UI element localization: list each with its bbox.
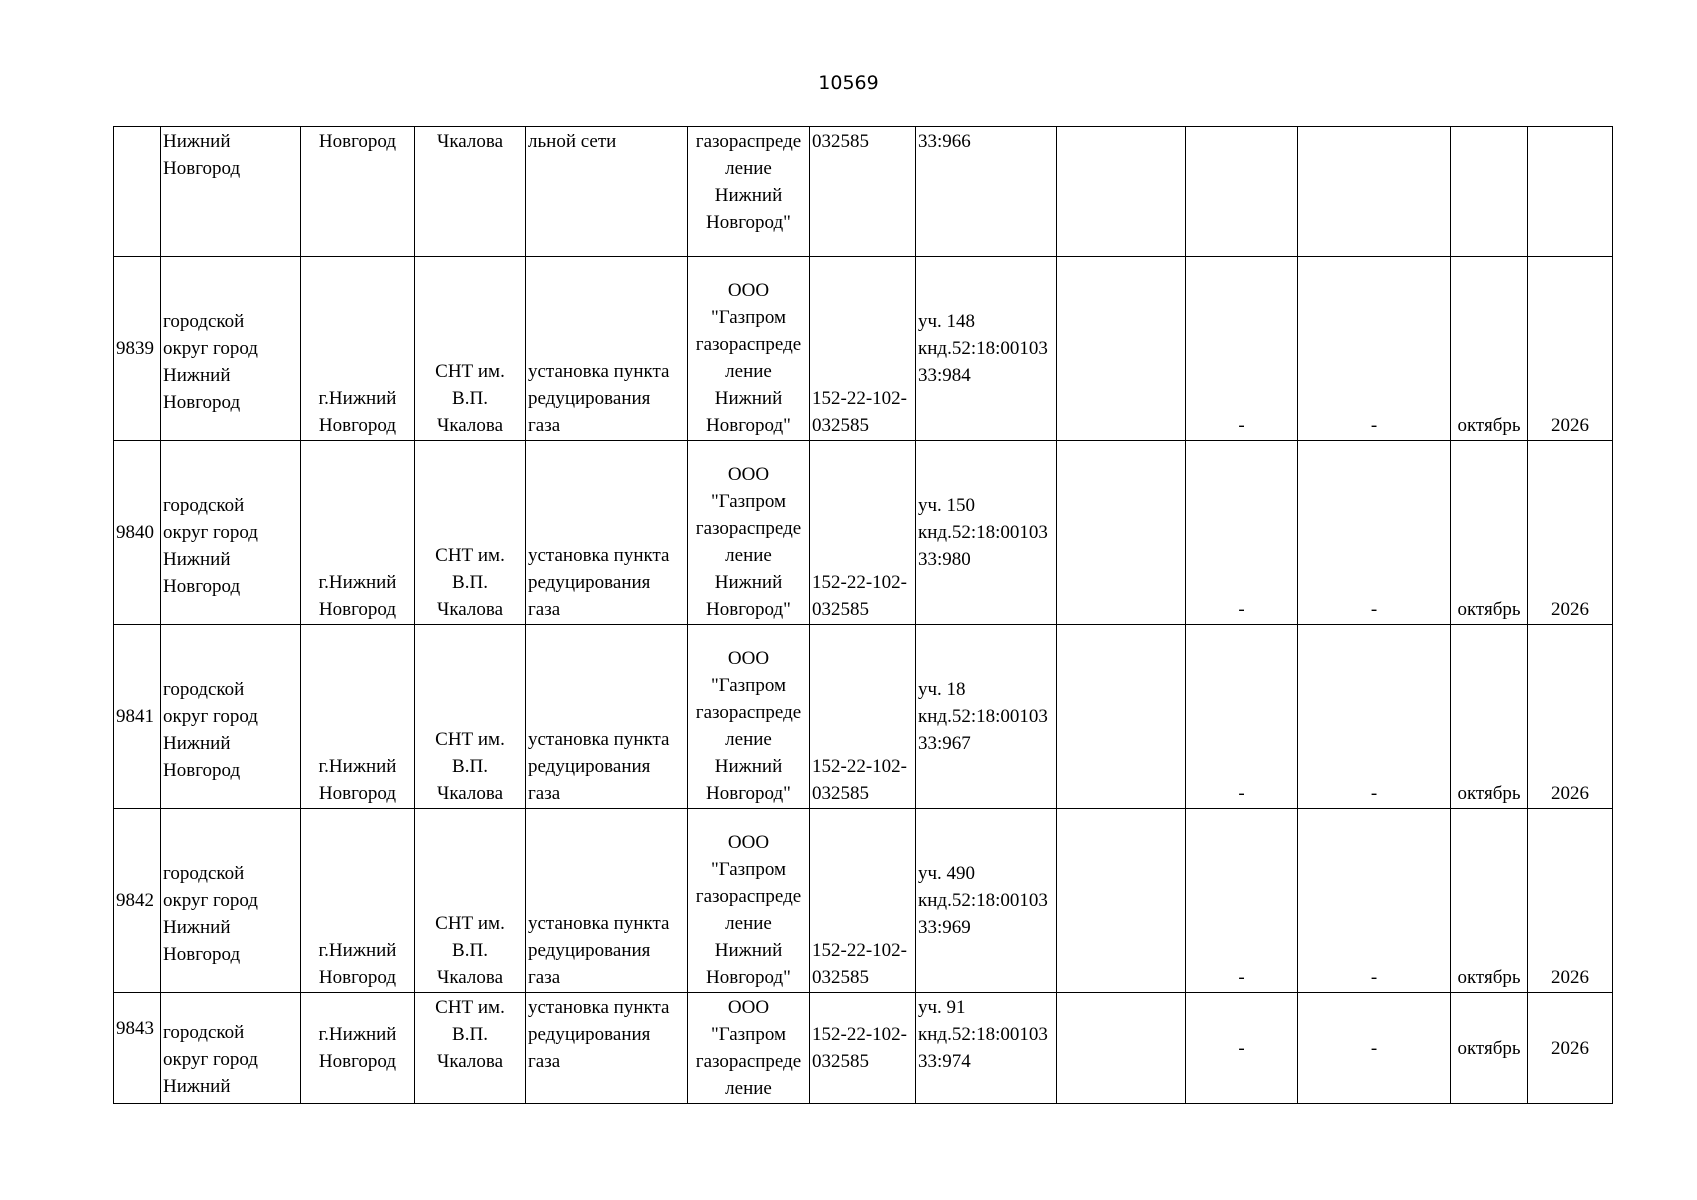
empty-cell [1057, 625, 1186, 809]
row-number-cell: 9840 [114, 441, 161, 625]
dash-cell: - [1298, 441, 1451, 625]
month-cell: октябрь [1451, 625, 1528, 809]
table-row [114, 809, 1613, 993]
row-number-cell: 9842 [114, 809, 161, 993]
district-cell: городской округ город Нижний [161, 993, 301, 1104]
table-row [114, 993, 1613, 1104]
empty-cell [1057, 127, 1186, 257]
contract-cell: 152-22-102- 032585 [810, 625, 916, 809]
row-number-cell [114, 127, 161, 257]
contract-cell: 152-22-102- 032585 [810, 809, 916, 993]
dash-cell: - [1186, 257, 1298, 441]
location-cell: СНТ им. В.П. Чкалова [415, 257, 526, 441]
year-cell: 2026 [1528, 441, 1613, 625]
empty-cell [1057, 809, 1186, 993]
empty-cell [1528, 127, 1613, 257]
row-number-cell: 9839 [114, 257, 161, 441]
month-cell: октябрь [1451, 257, 1528, 441]
table-row [114, 257, 1613, 441]
purpose-cell: установка пункта редуцирования газа [526, 809, 688, 993]
table-row [114, 127, 1613, 257]
location-cell: СНТ им. В.П. Чкалова [415, 625, 526, 809]
empty-cell [1057, 993, 1186, 1104]
dash-cell: - [1298, 625, 1451, 809]
district-cell: городской округ город Нижний Новгород [161, 257, 301, 441]
cadastral-cell: уч. 18 кнд.52:18:00103 33:967 [916, 625, 1057, 809]
city-cell: г.Нижний Новгород [301, 625, 415, 809]
owner-cell: ООО "Газпром газораспреде ление [688, 993, 810, 1104]
year-cell: 2026 [1528, 257, 1613, 441]
dash-cell: - [1186, 809, 1298, 993]
owner-cell: ООО "Газпром газораспреде ление Нижний Новгород" [688, 441, 810, 625]
location-cell: СНТ им. В.П. Чкалова [415, 441, 526, 625]
owner-cell: газораспреде ление Нижний Новгород" [688, 127, 810, 257]
page-number: 10569 [818, 72, 879, 94]
owner-cell: ООО "Газпром газораспреде ление Нижний Новгород" [688, 625, 810, 809]
dash-cell: - [1298, 257, 1451, 441]
contract-cell: 152-22-102- 032585 [810, 257, 916, 441]
contract-cell: 032585 [810, 127, 916, 257]
purpose-cell: установка пункта редуцирования газа [526, 993, 688, 1104]
location-cell: Чкалова [415, 127, 526, 257]
table-row [114, 625, 1613, 809]
district-cell: городской округ город Нижний Новгород [161, 625, 301, 809]
dash-cell: - [1186, 625, 1298, 809]
cadastral-cell: уч. 91 кнд.52:18:00103 33:974 [916, 993, 1057, 1104]
purpose-cell: установка пункта редуцирования газа [526, 257, 688, 441]
cadastral-cell: уч. 150 кнд.52:18:00103 33:980 [916, 441, 1057, 625]
row-number-cell: 9843 [114, 993, 161, 1104]
month-cell: октябрь [1451, 809, 1528, 993]
city-cell: г.Нижний Новгород [301, 993, 415, 1104]
purpose-cell: установка пункта редуцирования газа [526, 441, 688, 625]
city-cell: г.Нижний Новгород [301, 441, 415, 625]
dash-cell: - [1298, 993, 1451, 1104]
dash-cell: - [1186, 993, 1298, 1104]
empty-cell [1186, 127, 1298, 257]
owner-cell: ООО "Газпром газораспреде ление Нижний Новгород" [688, 257, 810, 441]
dash-cell: - [1186, 441, 1298, 625]
contract-cell: 152-22-102- 032585 [810, 441, 916, 625]
purpose-cell: установка пункта редуцирования газа [526, 625, 688, 809]
empty-cell [1451, 127, 1528, 257]
year-cell: 2026 [1528, 993, 1613, 1104]
cadastral-cell: уч. 490 кнд.52:18:00103 33:969 [916, 809, 1057, 993]
location-cell: СНТ им. В.П. Чкалова [415, 993, 526, 1104]
city-cell: Новгород [301, 127, 415, 257]
location-cell: СНТ им. В.П. Чкалова [415, 809, 526, 993]
cadastral-cell: 33:966 [916, 127, 1057, 257]
table-row [114, 441, 1613, 625]
year-cell: 2026 [1528, 809, 1613, 993]
city-cell: г.Нижний Новгород [301, 809, 415, 993]
purpose-cell: льной сети [526, 127, 688, 257]
year-cell: 2026 [1528, 625, 1613, 809]
district-cell: городской округ город Нижний Новгород [161, 441, 301, 625]
row-number-cell: 9841 [114, 625, 161, 809]
empty-cell [1057, 257, 1186, 441]
month-cell: октябрь [1451, 441, 1528, 625]
cadastral-cell: уч. 148 кнд.52:18:00103 33:984 [916, 257, 1057, 441]
district-cell: городской округ город Нижний Новгород [161, 809, 301, 993]
district-cell: Нижний Новгород [161, 127, 301, 257]
contract-cell: 152-22-102- 032585 [810, 993, 916, 1104]
gas-facilities-table [113, 126, 1613, 1104]
month-cell: октябрь [1451, 993, 1528, 1104]
empty-cell [1298, 127, 1451, 257]
city-cell: г.Нижний Новгород [301, 257, 415, 441]
dash-cell: - [1298, 809, 1451, 993]
empty-cell [1057, 441, 1186, 625]
owner-cell: ООО "Газпром газораспреде ление Нижний Новгород" [688, 809, 810, 993]
